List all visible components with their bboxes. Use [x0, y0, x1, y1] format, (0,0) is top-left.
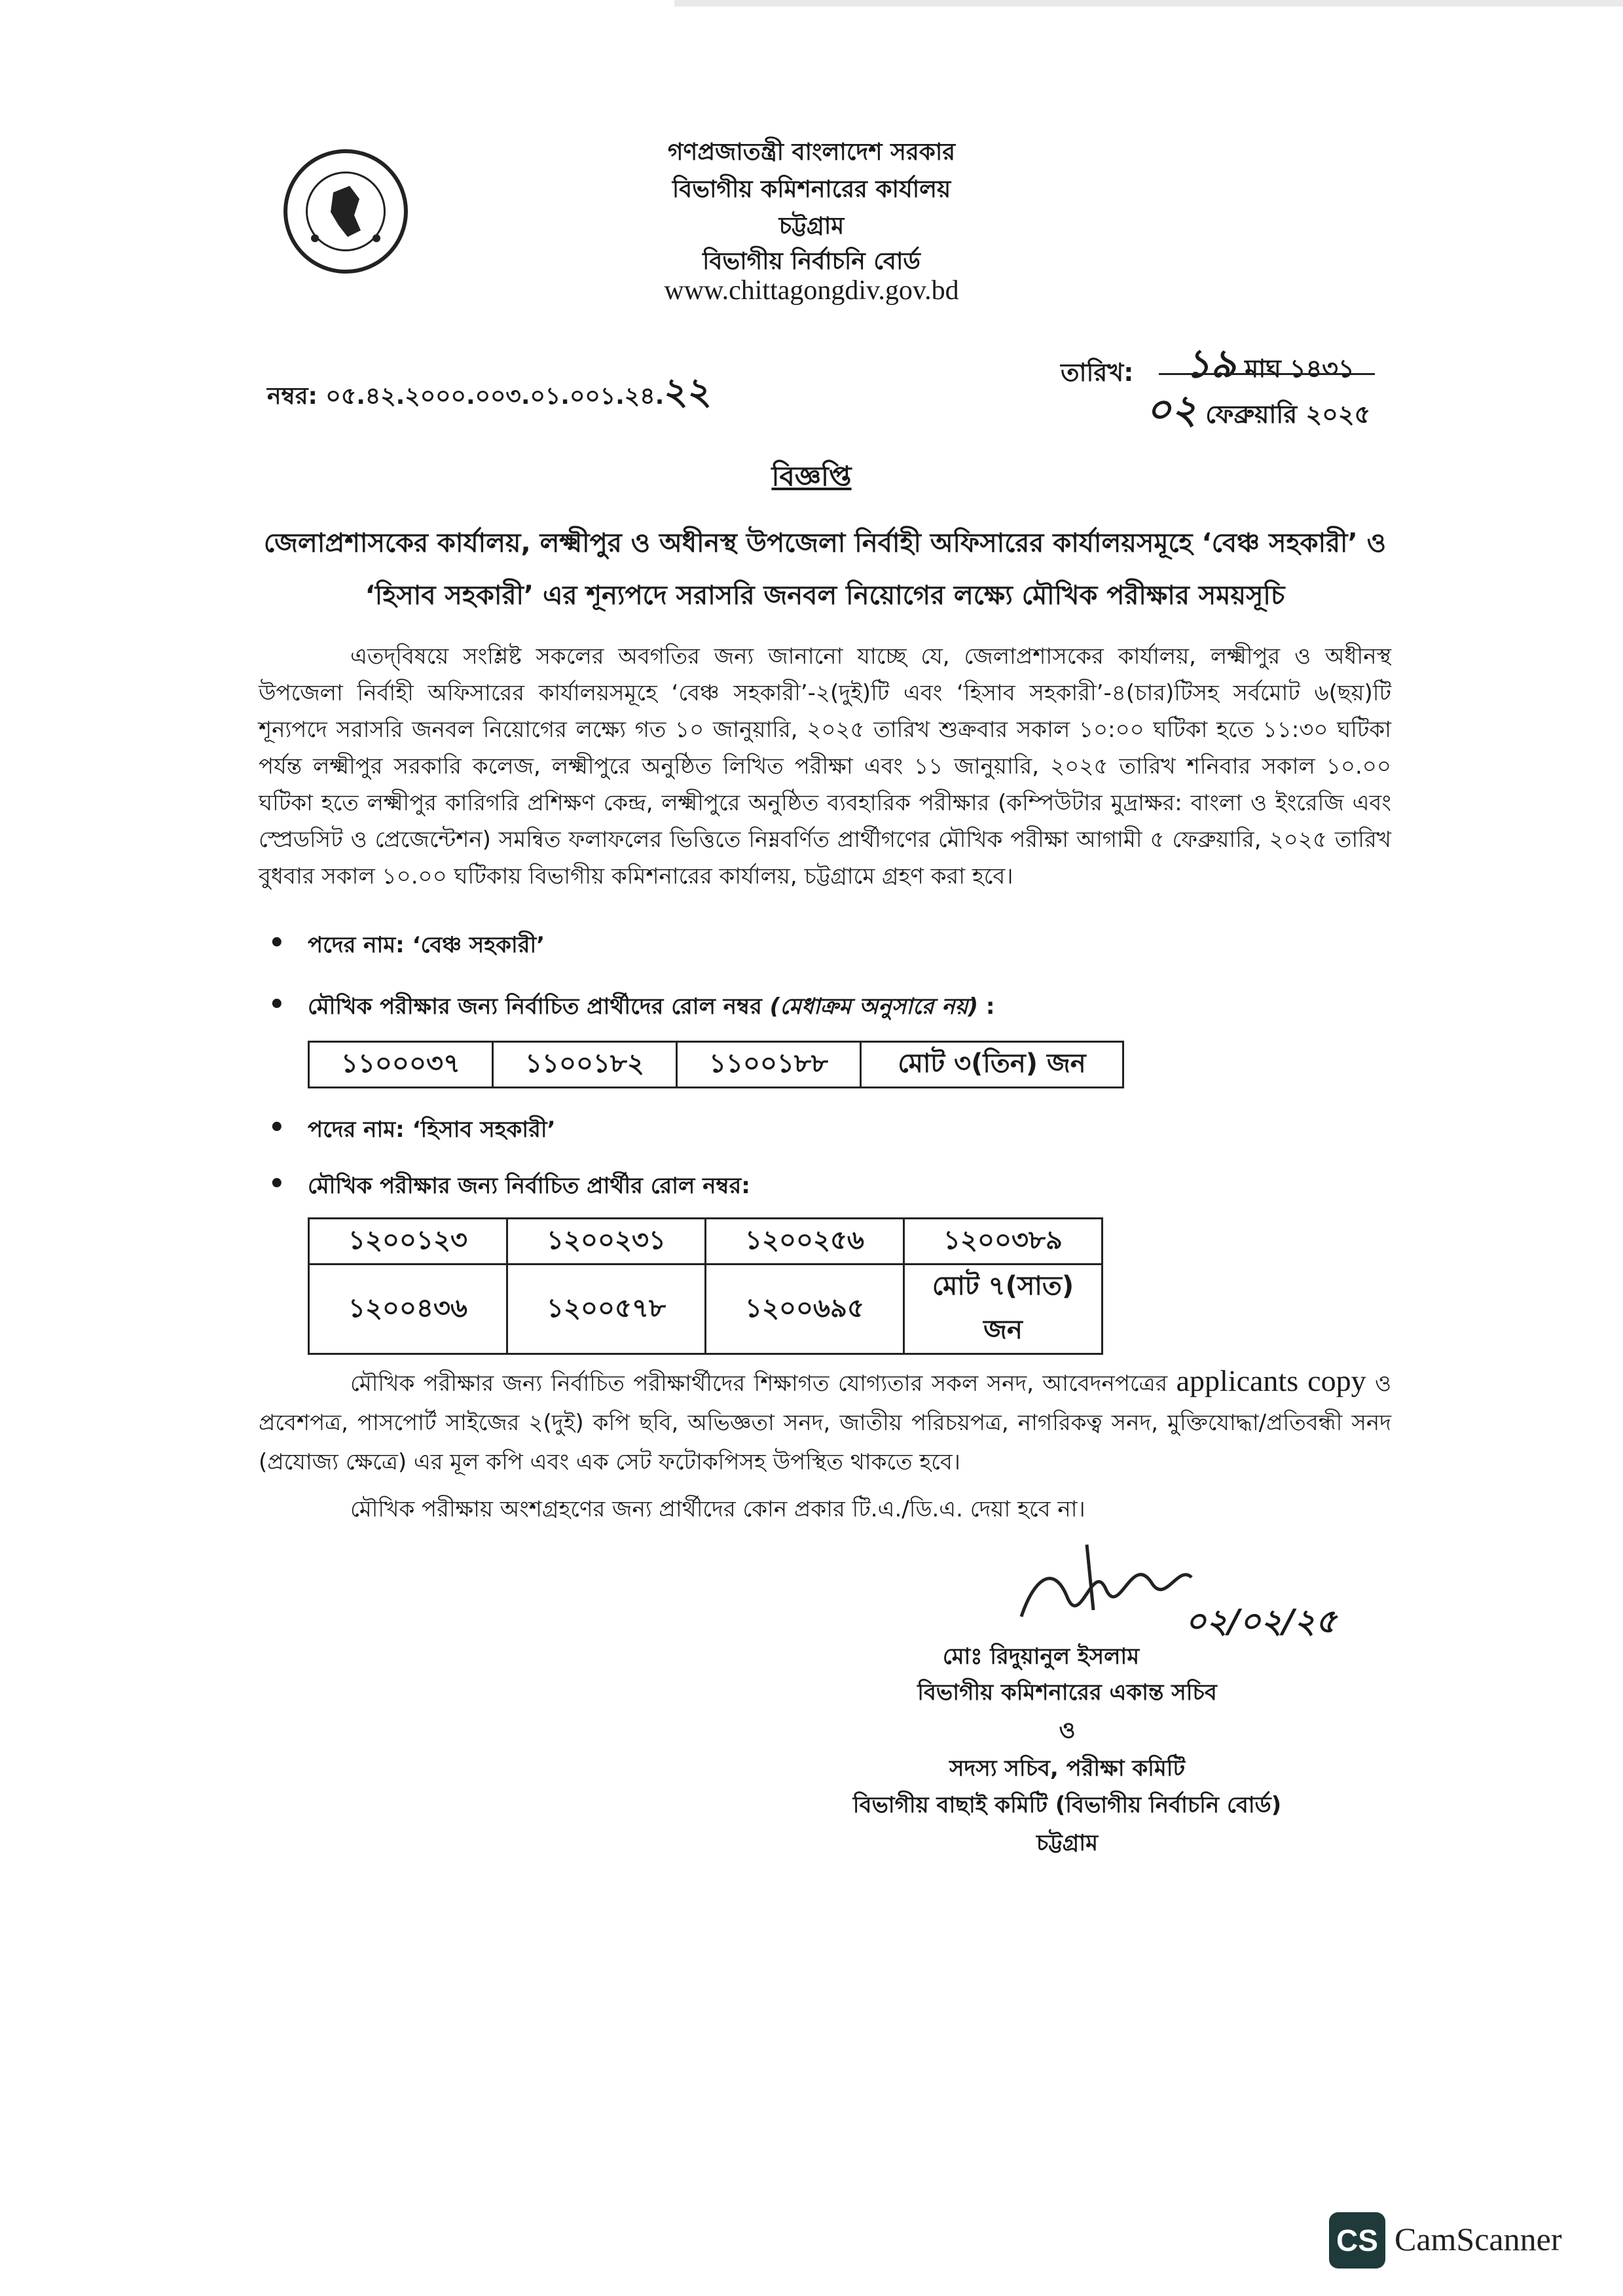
post1-rolls-label: মৌখিক পরীক্ষার জন্য নির্বাচিত প্রার্থীদের রোল নম্বর [308, 994, 762, 1020]
post1-rolls-note: (মেধাক্রম অনুসারে নয়) [769, 994, 979, 1020]
post2-rolls-heading: • মৌখিক পরীক্ষার জন্য নির্বাচিত প্রার্থীর রোল নম্বর: [268, 1169, 750, 1199]
post1-rolls-suffix: : [978, 994, 995, 1020]
signatory-conjunction: ও [1059, 1717, 1076, 1744]
table-row [309, 1042, 1123, 1088]
instructions-part-2: ও প্রবেশপত্র, পাসপোর্ট সাইজের ২(দুই) কপি ছবি, অভিজ্ঞতা সনদ, জাতীয় পরিচয়পত্র, নাগরিকত্ব সনদ, মুক্তিযোদ্ধা/প্রতিবন্ধী সনদ (প্রযোজ্য ক্ষেত্রে) এর মূল কপি এবং এক সেট ফটোকপিসহ উপস্থিত থাকতে হবে। [259, 1371, 1391, 1475]
post2-name-label: পদের নাম: ‘হিসাব সহকারী’ [308, 1117, 556, 1143]
table-row [309, 1265, 1103, 1354]
post1-rolls-heading: • মৌখিক পরীক্ষার জন্য নির্বাচিত প্রার্থীদের রোল নম্বর (মেধাক্রম অনুসারে নয়) : [268, 990, 995, 1020]
signatory-designation-1: বিভাগীয় কমিশনারের একান্ত সচিব [917, 1679, 1217, 1706]
roll-cell: ১২০০৫৭৮ [507, 1265, 706, 1354]
post1-rolls-table [308, 1041, 1124, 1088]
memo-number [267, 363, 712, 425]
header-board: বিভাগীয় নির্বাচনি বোর্ড [702, 248, 921, 275]
roll-cell: ১২০০২৫৬ [706, 1219, 904, 1265]
notice-title: বিজ্ঞপ্তি [771, 460, 852, 492]
no-ta-da-notice: মৌখিক পরীক্ষায় অংশগ্রহণের জন্য প্রার্থীদের কোন প্রকার টি.এ./ডি.এ. দেয়া হবে না। [350, 1496, 1085, 1522]
date-bangla-rest: মাঘ ১৪৩১ [1245, 354, 1355, 383]
total-cell: মোট ৭(সাত) জন [904, 1265, 1103, 1354]
post2-rolls-table [308, 1217, 1103, 1355]
post1-name: • পদের নাম: ‘বেঞ্চ সহকারী’ [268, 928, 545, 958]
header-office: বিভাগীয় কমিশনারের কার্যালয় [672, 176, 951, 203]
camscanner-logo-icon: CS [1329, 2212, 1385, 2269]
header-city: চট্টগ্রাম [778, 213, 845, 240]
memo-number-prefix: নম্বর: ০৫.৪২.২০০০.০০৩.০১.০০১.২৪. [267, 383, 665, 410]
body-paragraph: এতদ্‌বিষয়ে সংশ্লিষ্ট সকলের অবগতির জন্য জানানো যাচ্ছে যে, জেলাপ্রশাসকের কার্যালয়, লক্ষ্মীপুর ও অধীনস্থ উপজেলা নির্বাহী অফিসারের কার্যালয়সমূহে ‘বেঞ্চ সহকারী’-২(দুই)টি এবং ‘হিসাব সহকারী’-৪(চার)টিসহ সর্বমোট ৬(ছয়)টি শূন্যপদে সরাসরি জনবল নিয়োগের লক্ষ্যে গত ১০ জানুয়ারি, ২০২৫ তারিখ শুক্রবার সকাল ১০:০০ ঘটিকা হতে ১১:৩০ ঘটিকা পর্যন্ত লক্ষ্মীপুর সরকারি কলেজ, লক্ষ্মীপুরে অনুষ্ঠিত লিখিত পরীক্ষা এবং ১১ জানুয়ারি, ২০২৫ তারিখ শনিবার সকাল ১০.০০ ঘটিকা হতে লক্ষ্মীপুর কারিগরি প্রশিক্ষণ কেন্দ্র, লক্ষ্মীপুরে অনুষ্ঠিত ব্যবহারিক পরীক্ষার (কম্পিউটার মুদ্রাক্ষর: বাংলা ও ইংরেজি এবং স্প্রেডসিট ও প্রেজেন্টেশন) সমন্বিত ফলাফলের ভিত্তিতে নিম্নবর্ণিত প্রার্থীগণের মৌখিক পরীক্ষা আগামী ৫ ফেব্রুয়ারি, ২০২৫ তারিখ বুধবার সকাল ১০.০০ ঘটিকায় বিভাগীয় কমিশনারের কার্যালয়, চট্টগ্রামে গ্রহণ করা হবে। [259, 643, 1391, 889]
instructions-part-1: মৌখিক পরীক্ষার জন্য নির্বাচিত পরীক্ষার্থীদের শিক্ষাগত যোগ্যতার সকল সনদ, আবেদনপত্রের [350, 1371, 1176, 1397]
signatory-designation-3: বিভাগীয় বাছাই কমিটি (বিভাগীয় নির্বাচনি বোর্ড) [852, 1792, 1282, 1818]
signature-date: ০২/০২/২৫ [1185, 1602, 1337, 1640]
roll-cell: ১২০০১২৩ [309, 1219, 507, 1265]
roll-cell: ১২০০৩৮৯ [904, 1219, 1103, 1265]
roll-cell: ১২০০৬৯৫ [706, 1265, 904, 1354]
subject-line-1: জেলাপ্রশাসকের কার্যালয়, লক্ষ্মীপুর ও অধীনস্থ উপজেলা নির্বাহী অফিসারের কার্যালয়সমূহে ‘বেঞ্চ সহকারী’ ও [263, 528, 1387, 558]
date-label: তারিখ: [1061, 358, 1134, 387]
scan-edge-strip [674, 0, 1623, 7]
date-gregorian-rest: ফেব্রুয়ারি ২০২৫ [1205, 400, 1371, 429]
table-row [309, 1219, 1103, 1265]
header-government: গণপ্রজাতন্ত্রী বাংলাদেশ সরকার [667, 139, 956, 166]
date-bangla-day: ১৯ [1185, 341, 1236, 387]
roll-cell: ১১০০১৮৮ [677, 1042, 861, 1088]
roll-cell: ১১০০১৮২ [493, 1042, 677, 1088]
signatory-place: চট্টগ্রাম [1036, 1830, 1098, 1856]
post2-name: • পদের নাম: ‘হিসাব সহকারী’ [268, 1113, 556, 1143]
instructions-paragraph [259, 1361, 1391, 1482]
camscanner-brand: CamScanner [1395, 2221, 1562, 2257]
roll-cell: ১২০০৪৩৬ [309, 1265, 507, 1354]
memo-number-handwritten: ২২ [664, 370, 712, 413]
total-cell: মোট ৩(তিন) জন [861, 1042, 1123, 1088]
roll-cell: ১২০০২৩১ [507, 1219, 706, 1265]
date-gregorian-day: ০২ [1146, 387, 1197, 433]
instructions-latin: applicants copy [1176, 1364, 1366, 1397]
notice-subject [259, 517, 1391, 622]
signatory-name: মোঃ রিদুয়ানুল ইসলাম [942, 1643, 1140, 1670]
date-gregorian [1146, 380, 1370, 445]
post1-name-label: পদের নাম: ‘বেঞ্চ সহকারী’ [308, 932, 545, 958]
subject-line-2: ‘হিসাব সহকারী’ এর শূন্যপদে সরাসরি জনবল নিয়োগের লক্ষ্যে মৌখিক পরীক্ষার সময়সূচি [365, 581, 1285, 611]
date-divider [1159, 373, 1375, 375]
post2-rolls-label: মৌখিক পরীক্ষার জন্য নির্বাচিত প্রার্থীর রোল নম্বর: [308, 1173, 750, 1199]
header-website: www.chittagongdiv.gov.bd [664, 276, 959, 306]
roll-cell: ১১০০০৩৭ [309, 1042, 493, 1088]
signatory-designation-2: সদস্য সচিব, পরীক্ষা কমিটি [949, 1755, 1186, 1782]
